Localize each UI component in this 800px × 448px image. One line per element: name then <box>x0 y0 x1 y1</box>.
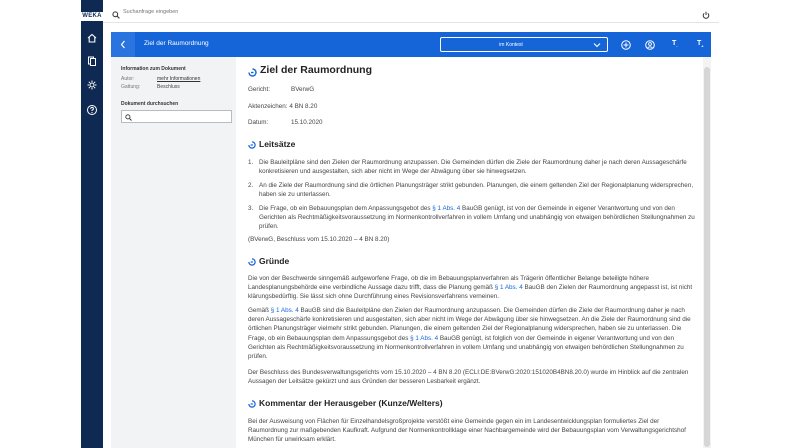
search-icon <box>125 114 132 121</box>
user-icon[interactable] <box>644 38 656 50</box>
type-value: Beschluss <box>157 84 180 90</box>
back-button[interactable] <box>111 32 135 57</box>
scrollbar-thumb[interactable] <box>704 67 710 447</box>
link-icon[interactable] <box>248 400 256 408</box>
search-icon <box>112 6 120 24</box>
gruende-paragraph-3: Der Beschluss des Bundesverwaltungsgerichts vom 15.10.2020 – 4 BN 8.20 (ECLI:DE:BVerwG:2020:151020B4BN8.20.0) wurde im Hinblick auf die zentralen Aussagen der Leitsätze gekürzt und aus Gründen der besseren Lesbarkeit ergänzt. <box>248 369 689 386</box>
link-icon[interactable] <box>248 141 256 149</box>
link-icon[interactable] <box>248 258 256 266</box>
settings-icon[interactable] <box>86 78 98 90</box>
font-size-large-button[interactable]: $T_+$ <box>697 40 704 49</box>
law-link[interactable]: § 1 Abs. 4 <box>270 307 299 314</box>
info-heading: Information zum Dokument <box>121 66 186 72</box>
kommentar-paragraph: Bei der Ausweisung von Flächen für Einzelhandelsgroßprojekte verstößt eine Gemeinde gegen ein im Landesentwicklungsplan formuliertes Ziel der Raumordnung zur maßgebenden Kaufkraft. Aufgrund der Normenkontrollklage einer Nachbargemeinde wird der Bebauungsplan vom Verwaltungsgerichtshof München für unwirksam erklärt. <box>248 418 686 444</box>
link-icon[interactable] <box>248 68 257 77</box>
document-info-panel <box>111 57 236 448</box>
author-link[interactable]: mehr Informationen <box>157 76 201 82</box>
context-dropdown[interactable] <box>440 37 608 52</box>
brand-logo: WEKA <box>82 13 102 19</box>
gruende-paragraph-2: Gemäß § 1 Abs. 4 BauGB sind die Bauleitpläne den Zielen der Raumordnung anzupassen. Die Gemeinden dürfen die Ziele der Raumordnung daher je nach deren Aussageschärfe konkretisieren und ausgestalten, sich aber nicht im Wege der Abwägung über sie hinwegsetzen. An die Ziele der Raumordnung sind die örtlichen Planungsträger vielmehr strikt gebunden. Planungen, die einem geltenden Ziel der Regionalplanung widersprechen, haben sie zu unterlassen. Die Frage, ob ein Bebauungsplan dem Anpassungsgebot des § 1 Abs. 4 BauGB genügt, ist folglich von der Gemeinde in eigener Verantwortung und von den Gerichten als Rechtmäßigkeitsvoraussetzung im Normenkontrollverfahren in vollem Umfang und unabhängig von etwaigen behördlichen Stellungnahmen zu prüfen. <box>248 307 691 361</box>
home-icon[interactable] <box>86 31 98 43</box>
type-label: Gattung: <box>121 84 141 90</box>
author-label: Autor: <box>121 76 135 82</box>
law-link[interactable]: § 1 Abs. 4 <box>494 284 523 292</box>
chevron-down-icon <box>593 42 601 48</box>
context-dropdown-label: im Kontext <box>499 41 523 48</box>
top-search-bar <box>103 0 719 23</box>
power-icon[interactable] <box>702 6 710 24</box>
meta-date: Datum: 15.10.2020 <box>248 119 323 126</box>
document-content: Ziel der Raumordnung Gericht: BVerwG Aktenzeichen: 4 BN 8.20 Datum: 15.10.2020 Leitsätze 1. Die Bauleitpläne sind den Zielen der Raumordnung anzupassen. Die Gemeinden dürfen die Ziele der Raumordnung daher je nach deren Aussageschärfe konkretisieren und ausgestalten, sich aber nicht im Wege der Abwägung über sie hinwegsetzen. 2. An die Ziele der Raumordnung sind die örtlichen Planungsträger strikt gebunden. Planungen, die einem geltenden Ziel der Regionalplanung widersprechen, haben sie zu unterlassen. 3. Die Frage, ob ein Bebauungsplan dem Anpassungsgebot des § 1 Abs. 4 BauGB genügt, ist von der Gemeinde in eigener Verantwortung und von den Gerichten als Rechtmäßigkeitsvoraussetzung im Normenkontrollverfahren in vollem Umfang und unabhängig von etwaigen behördlichen Stellungnahmen zu prüfen. (BVerwG, Beschluss vom 15.10.2020 – 4 BN 8.20) Gründe Die von der Beschwerde sinngemäß aufgeworfene Frage, ob die im Bebauungsplanverfahren als Trägerin öffentlicher Belange beteiligte höhere Landesplanungsbehörde eine verbindliche Aussage dazu trifft, dass die Planung gemäß § 1 Abs. 4 BauGB den Zielen der Raumordnung angepasst ist, ist nicht klärungsbedürftig. Sie lässt sich ohne Durchführung eines Revisionsverfahrens verneinen. Gemäß § 1 Abs. 4 BauGB sind die Bauleitpläne den Zielen der Raumordnung anzupassen. Die Gemeinden dürfen die Ziele der Raumordnung daher je nach deren Aussageschärfe konkretisieren und ausgestalten, sich aber nicht im Wege der Abwägung über sie hinwegsetzen. An die Ziele der Raumordnung sind die örtlichen Planungsträger vielmehr strikt gebunden. Planungen, die einem geltenden Ziel der Regionalplanung widersprechen, haben sie zu unterlassen. Die Frage, ob ein Bebauungsplan dem Anpassungsgebot des § 1 Abs. 4 BauGB genügt, ist folglich von der Gemeinde in eigener Verantwortung und von den Gerichten als Rechtmäßigkeitsvoraussetzung im Normenkontrollverfahren in vollem Umfang und unabhängig von etwaigen behördlichen Stellungnahmen zu prüfen. Der Beschluss des Bundesverwaltungsgerichts vom 15.10.2020 – 4 BN 8.20 (ECLI:DE:BVerwG:2020:151020B4BN8.20.0) wurde im Hinblick auf die zentralen Aussagen der Leitsätze gekürzt und aus Gründen der besseren Lesbarkeit ergänzt. Kommentar der Herausgeber (Kunze/Welters) Bei der Ausweisung von Flächen für Einzelhandelsgroßprojekte verstößt eine Gemeinde gegen ein im Landesentwicklungsplan formuliertes Ziel der Raumordnung zur maßgebenden Kaufkraft. Aufgrund der Normenkontrollklage einer Nachbargemeinde wird der Bebauungsplan vom Verwaltungsgerichtshof München für unwirksam erklärt. <box>245 57 701 448</box>
search-input[interactable] <box>123 5 423 18</box>
search-heading: Dokument durchsuchen <box>121 101 179 107</box>
content-scrollbar[interactable] <box>703 57 711 448</box>
law-link[interactable]: § 1 Abs. 4 <box>432 205 461 212</box>
chevron-left-icon <box>120 40 126 49</box>
gruende-paragraph-1: Die von der Beschwerde sinngemäß aufgeworfene Frage, ob die im Bebauungsplanverfahren als Trägerin öffentlicher Belange beteiligte höhere Landesplanungsbehörde eine verbindliche Aussage dazu trifft, dass die Planung gemäß § 1 Abs. 4 BauGB den Zielen der Raumordnung angepasst ist, ist nicht klärungsbedürftig. Sie lässt sich ohne Durchführung eines Revisionsverfahrens verneinen. <box>248 275 693 301</box>
add-icon[interactable] <box>620 38 632 50</box>
font-size-small-button[interactable]: $T_-$ <box>672 40 678 49</box>
document-search-input[interactable] <box>121 110 232 123</box>
meta-court: Gericht: BVerwG <box>248 86 315 93</box>
nav-rail <box>81 0 103 448</box>
document-header <box>111 32 711 57</box>
law-link[interactable]: § 1 Abs. 4 <box>410 334 439 342</box>
leitsaetze-citation: (BVerwG, Beschluss vom 15.10.2020 – 4 BN 8.20) <box>248 236 390 243</box>
documents-icon[interactable] <box>86 54 98 66</box>
meta-file-number: Aktenzeichen: 4 BN 8.20 <box>248 103 318 110</box>
help-icon[interactable] <box>86 103 98 115</box>
header-title: Ziel der Raumordnung <box>144 40 209 47</box>
